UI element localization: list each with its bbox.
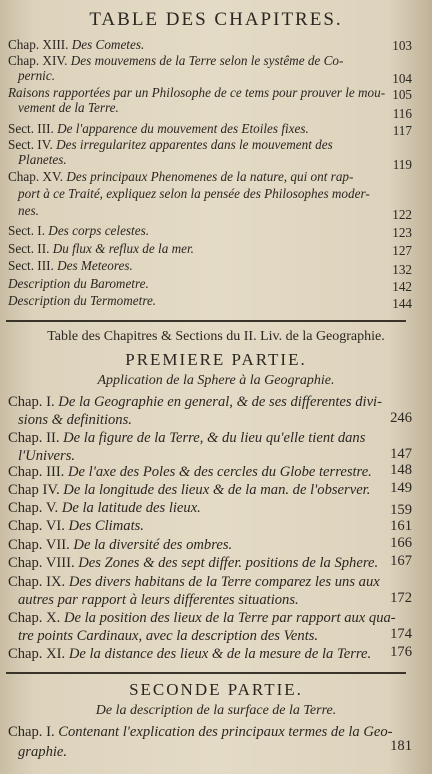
entry-label: Chap. VIII. xyxy=(8,555,75,571)
entry-label: Sect. III. xyxy=(8,121,54,136)
toc-entry xyxy=(8,428,412,448)
entry-label: Sect. I. xyxy=(8,223,45,238)
section-heading: Table des Chapitres & Sections du II. Liv. de la Geographie. xyxy=(47,329,385,344)
entry-title: Des principaux Phenomenes de la nature, qui ont rap- xyxy=(66,169,354,184)
entry-label: Chap. IX. xyxy=(8,574,66,590)
entry-page: 142 xyxy=(392,279,412,294)
entry-label: Chap IV. xyxy=(8,482,60,498)
toc-entry xyxy=(8,168,412,185)
entry-title: Des Cometes. xyxy=(71,37,145,52)
toc-entry xyxy=(8,535,412,555)
entry-label: Chap. I. xyxy=(8,394,55,410)
entry-continuation xyxy=(18,99,412,116)
entry-page: 132 xyxy=(392,262,412,277)
entry-page: 105 xyxy=(392,87,412,102)
entry-label: Chap. II. xyxy=(8,430,60,446)
entry-title-cont: sions & definitions. xyxy=(18,412,132,428)
entry-title: De l'axe des Poles & des cercles du Globe terrestre. xyxy=(68,464,372,480)
entry-continuation xyxy=(18,626,412,646)
entry-title: De l'apparence du mouvement des Etoiles fixes. xyxy=(57,121,309,136)
entry-page: 176 xyxy=(390,644,412,660)
page-header: TABLE DES CHAPITRES. xyxy=(89,9,343,30)
entry-title: De la position des lieux de la Terre par rapport aux qua- xyxy=(63,610,396,626)
entry-continuation xyxy=(18,151,412,168)
entry-title-cont: pernic. xyxy=(18,68,55,83)
entry-page: 123 xyxy=(392,225,412,240)
entry-page: 246 xyxy=(390,410,412,426)
entry-page: 172 xyxy=(390,590,412,606)
toc-entry xyxy=(8,257,412,274)
entry-title: Description du Barometre. xyxy=(8,276,149,291)
toc-entry xyxy=(8,644,412,664)
entry-title: Description du Termometre. xyxy=(8,293,157,308)
toc-entry xyxy=(8,292,412,309)
entry-label: Chap. XIII. xyxy=(8,37,69,52)
part-title: PREMIERE PARTIE. xyxy=(125,350,307,369)
entry-page: 116 xyxy=(392,106,412,121)
section-divider xyxy=(6,672,406,674)
entry-title: De la latitude des lieux. xyxy=(61,500,201,516)
toc-entry xyxy=(8,722,412,742)
entry-continuation xyxy=(18,410,412,430)
entry-label: Sect. II. xyxy=(8,241,50,256)
entry-title: Du flux & reflux de la mer. xyxy=(52,241,194,256)
entry-page: 127 xyxy=(392,243,412,258)
entry-page: 167 xyxy=(390,553,412,569)
part-title: SECONDE PARTIE. xyxy=(129,680,303,699)
toc-entry xyxy=(8,222,412,239)
entry-page: 117 xyxy=(392,123,412,138)
toc-entry xyxy=(8,240,412,257)
entry-continuation xyxy=(18,185,412,202)
entry-page: 147 xyxy=(390,446,412,462)
entry-title: De la longitude des lieux & de la man. de l'observer. xyxy=(63,482,371,498)
entry-title: Des irregularitez apparentes dans le mouvement des xyxy=(56,137,333,152)
entry-page: 159 xyxy=(390,502,412,518)
toc-entry xyxy=(8,516,412,536)
entry-continuation xyxy=(18,742,412,762)
entry-title: De la figure de la Terre, & du lieu qu'elle tient dans xyxy=(63,430,366,446)
toc-entry xyxy=(8,553,412,573)
entry-page: 104 xyxy=(392,71,412,86)
entry-title: Des Climats. xyxy=(68,518,144,534)
part-subtitle: Application de la Sphere à la Geographie. xyxy=(97,373,335,388)
toc-entry xyxy=(8,36,412,53)
entry-page: 161 xyxy=(390,518,412,534)
toc-entry xyxy=(8,498,412,518)
entry-page: 119 xyxy=(392,157,412,172)
toc-entry xyxy=(8,120,412,137)
entry-title-cont: autres par rapport à leurs differentes situations. xyxy=(18,592,299,608)
toc-entry xyxy=(8,462,412,482)
entry-title: De la distance des lieux & de la mesure de la Terre. xyxy=(68,646,372,662)
entry-title-cont: port à ce Traité, expliquez selon la pensée des Philosophes moder- xyxy=(18,186,370,201)
entry-page: 149 xyxy=(390,480,412,496)
toc-entry xyxy=(8,392,412,412)
entry-label: Sect. IV. xyxy=(8,137,53,152)
entry-label: Sect. III. xyxy=(8,258,54,273)
entry-title: De la Geographie en general, & de ses differentes divi- xyxy=(58,394,382,410)
entry-page: 103 xyxy=(392,38,412,53)
entry-label: Chap. VI. xyxy=(8,518,65,534)
entry-label: Chap. III. xyxy=(8,464,65,480)
entry-label: Chap. XV. xyxy=(8,169,64,184)
toc-entry xyxy=(8,608,412,628)
entry-title: Des Meteores. xyxy=(57,258,133,273)
entry-page: 181 xyxy=(390,738,412,754)
entry-title: Des mouvemens de la Terre selon le systême de Co- xyxy=(70,53,344,68)
toc-entry xyxy=(8,572,412,592)
entry-page: 122 xyxy=(392,207,412,222)
entry-title-cont: l'Univers. xyxy=(18,448,76,464)
toc-entry xyxy=(8,480,412,500)
section-divider xyxy=(6,320,406,322)
entry-title: De la diversité des ombres. xyxy=(73,537,233,553)
entry-title-cont: Planetes. xyxy=(18,152,67,167)
entry-continuation xyxy=(18,202,412,219)
entry-continuation xyxy=(18,67,412,84)
entry-title-cont: graphie. xyxy=(18,744,68,760)
entry-title-cont: nes. xyxy=(18,203,39,218)
entry-title: Raisons rapportées par un Philosophe de ce tems pour prouver le mou- xyxy=(8,85,386,100)
entry-title: Des corps celestes. xyxy=(48,223,150,238)
entry-page: 166 xyxy=(390,535,412,551)
entry-title: Contenant l'explication des principaux termes de la Geo- xyxy=(58,724,393,740)
entry-label: Chap. XI. xyxy=(8,646,66,662)
entry-title: Des divers habitans de la Terre comparez les uns aux xyxy=(68,574,380,590)
toc-entry xyxy=(8,275,412,292)
entry-page: 144 xyxy=(392,296,412,311)
entry-title: Des Zones & des sept differ. positions de la Sphere. xyxy=(78,555,379,571)
entry-title-cont: vement de la Terre. xyxy=(18,100,119,115)
entry-page: 148 xyxy=(390,462,412,478)
entry-page: 174 xyxy=(390,626,412,642)
entry-continuation xyxy=(18,590,412,610)
entry-label: Chap. I. xyxy=(8,724,55,740)
entry-label: Chap. X. xyxy=(8,610,61,626)
entry-label: Chap. VII. xyxy=(8,537,70,553)
part-subtitle: De la description de la surface de la Terre. xyxy=(95,703,337,718)
entry-label: Chap. XIV. xyxy=(8,53,68,68)
entry-title-cont: tre points Cardinaux, avec la description des Vents. xyxy=(18,628,319,644)
entry-label: Chap. V. xyxy=(8,500,59,516)
